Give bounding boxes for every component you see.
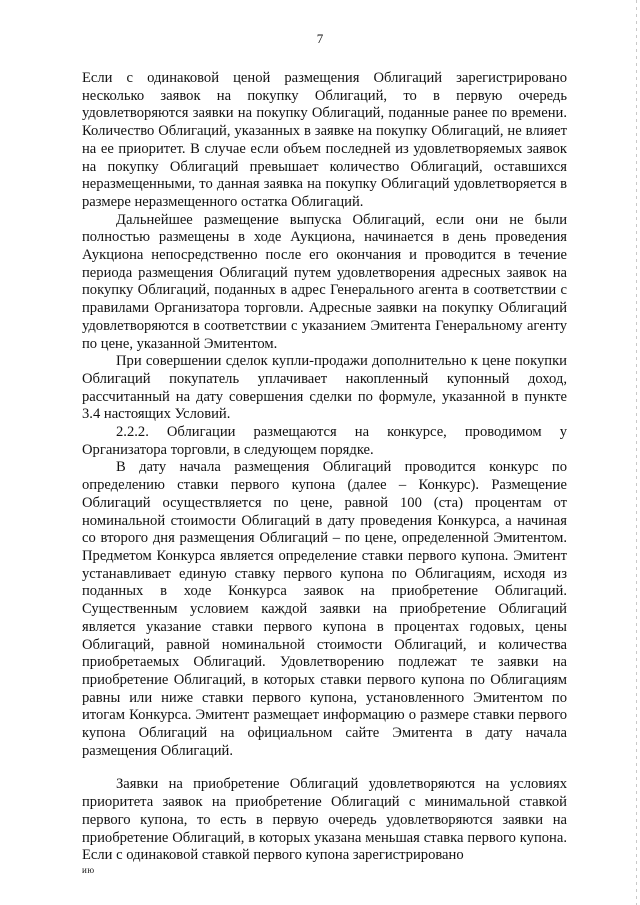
paragraph-further-placement: Дальнейшее размещение выпуска Облигаций, если они не были полностью размещены в ходе Аукциона, начинается в день проведения Аукциона непосредственно после его окончания и проводится в течение периода размещения Облигаций путем удовлетворения адресных заявок на покупку Облигаций, поданных в адрес Генерального агента в соответствии с правилами Организатора торговли. Адресные заявки на покупку Облигаций удовлетворяются в соответствии с указанием Эмитента Генеральному агенту по цене, указанной Эмитентом. (82, 211, 567, 352)
paragraph-coupon-income: При совершении сделок купли-продажи дополнительно к цене покупки Облигаций покупатель уплачивает накопленный купонный доход, рассчитанный на дату совершения сделки по формуле, указанной в пункте 3.4 настоящих Условий. (82, 353, 567, 423)
page-number: 7 (316, 31, 324, 46)
paragraph-contest-rules: В дату начала размещения Облигаций проводится конкурс по определению ставки первого купона (далее – Конкурс). Размещение Облигаций осуществляется по цене, равной 100 (ста) процентам от номинальной стоимости Облигаций в дату проведения Конкурса, а начиная со второго дня размещения Облигаций – по цене, определенной Эмитентом. Предметом Конкурса является определение ставки первого купона. Эмитент устанавливает единую ставку первого купона по Облигациям, исходя из поданных в ходе Конкурса заявок на приобретение Облигаций. Существенным условием каждой заявки на приобретение Облигаций является указание ставки первого купона в процентах годовых, цены Облигаций, равной номинальной стоимости Облигаций, и количества приобретаемых Облигаций. Удовлетворению подлежат те заявки на приобретение Облигаций, в которых ставки первого купона по Облигациям равны или ниже ставки первого купона, установленного Эмитентом по итогам Конкурса. Эмитент размещает информацию о размере ставки первого купона Облигаций на официальном сайте Эмитента в дату начала размещения Облигаций. (82, 459, 567, 759)
footer-mark: ию (82, 865, 95, 875)
scan-edge-line (636, 0, 637, 905)
paragraph-section-2-2-2: 2.2.2. Облигации размещаются на конкурсе, проводимом у Организатора торговли, в следующем порядке. (82, 424, 567, 458)
document-body (82, 70, 567, 865)
paragraph-continuation: Если с одинаковой ценой размещения Облигаций зарегистрировано несколько заявок на покупку Облигаций, то в первую очередь удовлетворяются заявки на покупку Облигаций, поданные ранее по времени. Количество Облигаций, указанных в заявке на покупку Облигаций, не влияет на ее приоритет. В случае если объем последней из удовлетворяемых заявок на покупку Облигаций превышает количество Облигаций, оставшихся неразмещенными, то данная заявка на покупку Облигаций удовлетворяется в размере неразмещенного остатка Облигаций. (82, 70, 567, 210)
paragraph-order-priority: Заявки на приобретение Облигаций удовлетворяются на условиях приоритета заявок на приобретение Облигаций с минимальной ставкой первого купона, то есть в первую очередь удовлетворяются заявки на приобретение Облигаций, в которых указана меньшая ставка первого купона. Если с одинаковой ставкой первого купона зарегистрировано (82, 776, 567, 864)
